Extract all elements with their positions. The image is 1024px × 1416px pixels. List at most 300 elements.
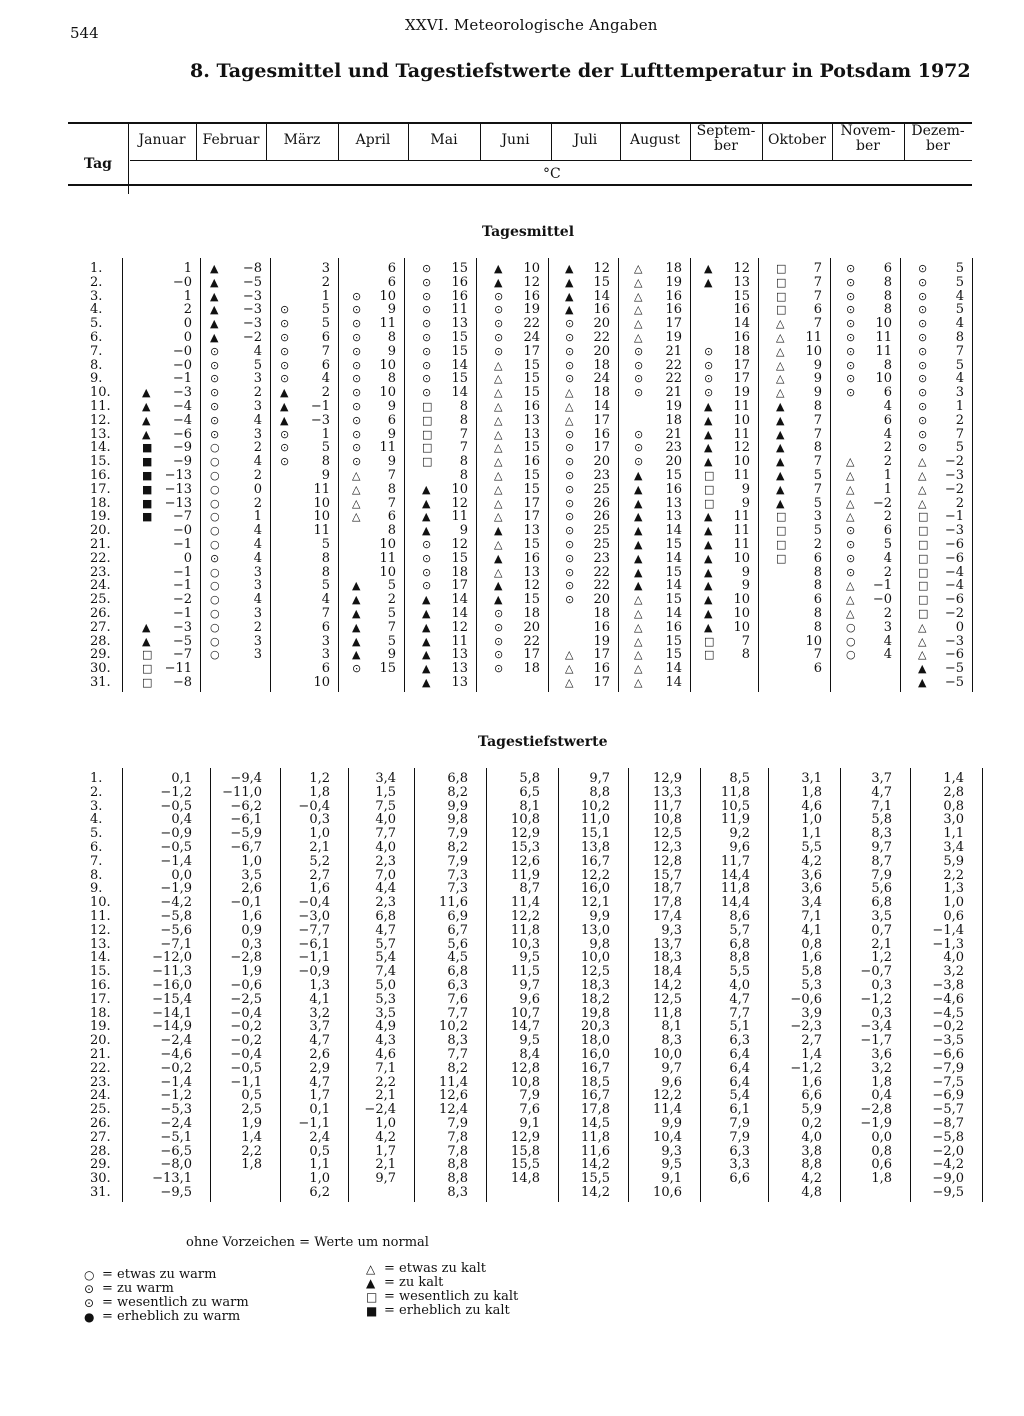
temp-value: 10 xyxy=(379,288,396,304)
temp-value: 10 xyxy=(805,633,822,649)
temp-value: 7,9 xyxy=(447,1116,468,1131)
day-label: 24. xyxy=(90,1088,111,1104)
temp-value: 5 xyxy=(955,440,964,456)
anomaly-symbol-icon: △ xyxy=(918,482,927,496)
temp-value: 8,7 xyxy=(519,881,540,897)
temp-value: 20 xyxy=(665,454,682,470)
temp-value: 1,5 xyxy=(375,784,396,800)
anomaly-symbol-icon: ⊙ xyxy=(352,372,362,386)
anomaly-symbol-icon: △ xyxy=(846,579,855,593)
anomaly-symbol-icon: ▲ xyxy=(704,510,713,524)
temp-value: −5,1 xyxy=(160,1129,192,1145)
temp-value: 14 xyxy=(593,288,610,304)
temp-value: 1,6 xyxy=(801,1074,822,1090)
temp-value: 14 xyxy=(451,606,468,621)
temp-value: 0,8 xyxy=(943,798,964,814)
anomaly-symbol-icon: ⊙ xyxy=(918,262,928,275)
temp-value: −1 xyxy=(172,537,192,552)
temp-value: 21 xyxy=(665,343,682,359)
temp-value: 8,8 xyxy=(589,784,610,800)
temp-value: 9,8 xyxy=(589,936,610,952)
anomaly-symbol-icon: ⊙ xyxy=(846,358,856,372)
anomaly-symbol-icon: △ xyxy=(846,607,855,620)
temp-value: 16 xyxy=(593,426,610,442)
anomaly-symbol-icon: △ xyxy=(634,662,643,676)
month-header: August xyxy=(630,132,680,148)
temp-value: 0,6 xyxy=(871,1157,892,1173)
legend-icon: ● xyxy=(84,1310,95,1324)
anomaly-symbol-icon: △ xyxy=(565,648,574,662)
temp-value: 2,9 xyxy=(309,1060,330,1076)
temp-value: 6 xyxy=(321,619,330,635)
temp-value: 20 xyxy=(593,592,610,608)
temp-value: 11 xyxy=(379,440,396,456)
temp-value: 1 xyxy=(955,399,964,414)
temp-value: 3,6 xyxy=(801,881,822,897)
anomaly-symbol-icon: △ xyxy=(352,510,361,524)
temp-value: −1,3 xyxy=(932,936,964,952)
month-divider xyxy=(904,124,905,160)
temp-value: 18 xyxy=(593,385,610,401)
temp-value: 6,6 xyxy=(801,1088,822,1104)
anomaly-symbol-icon: ▲ xyxy=(704,400,713,413)
temp-value: 1,0 xyxy=(309,1171,330,1187)
anomaly-symbol-icon: □ xyxy=(918,607,929,620)
anomaly-symbol-icon: △ xyxy=(352,469,361,482)
temp-value: 5 xyxy=(387,578,396,594)
temp-value: −5,7 xyxy=(932,1102,964,1118)
anomaly-symbol-icon: ⊙ xyxy=(352,317,362,331)
temp-value: 6 xyxy=(387,274,396,290)
anomaly-symbol-icon: ▲ xyxy=(142,386,151,400)
temp-value: −7,1 xyxy=(160,936,192,952)
anomaly-symbol-icon: ⊙ xyxy=(846,551,856,565)
anomaly-symbol-icon: ⊙ xyxy=(210,413,220,427)
temp-value: 8,8 xyxy=(447,1171,468,1187)
temp-value: 1,2 xyxy=(309,771,330,786)
temp-value: 2,6 xyxy=(309,1047,330,1062)
temp-value: 5 xyxy=(813,495,822,511)
temp-value: 0 xyxy=(955,619,964,635)
temp-value: 12 xyxy=(733,261,750,276)
day-label: 18. xyxy=(90,1005,111,1021)
anomaly-symbol-icon: ⊙ xyxy=(565,427,575,441)
temp-value: 6,7 xyxy=(447,922,468,938)
temp-value: −0,5 xyxy=(160,840,192,855)
temp-value: 10,8 xyxy=(511,1074,540,1090)
temp-value: 9 xyxy=(741,564,750,580)
anomaly-symbol-icon: □ xyxy=(142,662,153,676)
temp-value: 14,4 xyxy=(721,895,750,911)
temp-value: 9 xyxy=(741,578,750,594)
temp-value: −8 xyxy=(172,675,192,690)
day-label: 13. xyxy=(90,936,111,952)
temp-value: 17 xyxy=(523,495,540,511)
temp-value: −2,4 xyxy=(160,1033,192,1049)
anomaly-symbol-icon: ⊙ xyxy=(565,441,575,455)
anomaly-symbol-icon: ▲ xyxy=(352,648,361,662)
legend-icon: ⊙ xyxy=(84,1296,95,1310)
temp-value: −2 xyxy=(172,592,192,608)
temp-value: −11,0 xyxy=(222,784,262,800)
column-rule xyxy=(122,258,123,692)
anomaly-symbol-icon: ⊙ xyxy=(352,441,362,455)
temp-value: 4 xyxy=(253,550,262,566)
anomaly-symbol-icon: □ xyxy=(704,634,715,648)
temp-value: 3 xyxy=(253,426,262,442)
anomaly-symbol-icon: △ xyxy=(918,620,927,634)
temp-value: 8,2 xyxy=(447,784,468,800)
anomaly-symbol-icon: ⊙ xyxy=(352,455,362,469)
temp-value: 10 xyxy=(379,357,396,373)
anomaly-symbol-icon: ⊙ xyxy=(494,607,504,620)
temp-value: 7 xyxy=(813,412,822,428)
anomaly-symbol-icon: △ xyxy=(776,344,785,358)
temp-value: −2,8 xyxy=(860,1102,892,1118)
temp-value: 11,7 xyxy=(653,798,682,814)
temp-value: 15 xyxy=(451,261,468,276)
temp-value: 12,8 xyxy=(511,1060,540,1076)
temp-value: 2,4 xyxy=(309,1129,330,1145)
temp-value: −2,4 xyxy=(364,1102,396,1118)
anomaly-symbol-icon: ⊙ xyxy=(280,344,290,358)
day-label: 24. xyxy=(90,578,111,594)
temp-value: 3 xyxy=(321,633,330,649)
anomaly-symbol-icon: □ xyxy=(776,551,787,565)
legend-icon: □ xyxy=(366,1290,378,1304)
anomaly-symbol-icon: □ xyxy=(704,648,715,662)
anomaly-symbol-icon: ⊙ xyxy=(918,358,928,372)
temp-value: 14 xyxy=(451,357,468,373)
anomaly-symbol-icon: ⊙ xyxy=(422,538,432,551)
legend-text: = etwas zu kalt xyxy=(384,1261,486,1276)
anomaly-symbol-icon: ⊙ xyxy=(280,372,290,386)
anomaly-symbol-icon: △ xyxy=(565,662,574,676)
anomaly-symbol-icon: □ xyxy=(776,262,787,275)
month-divider xyxy=(408,124,409,160)
temp-value: −0,5 xyxy=(160,798,192,814)
temp-value: 2,1 xyxy=(871,936,892,952)
temp-value: 22 xyxy=(523,633,540,649)
anomaly-symbol-icon: □ xyxy=(776,510,787,524)
temp-value: 3 xyxy=(955,385,964,401)
temp-value: 16 xyxy=(523,550,540,566)
temp-value: 3,5 xyxy=(871,909,892,924)
temp-value: 0,5 xyxy=(241,1088,262,1104)
temp-value: 16 xyxy=(733,330,750,345)
temp-value: 10 xyxy=(313,509,330,525)
temp-value: 0,0 xyxy=(171,867,192,883)
temp-value: 2 xyxy=(883,440,892,456)
anomaly-symbol-icon: □ xyxy=(918,593,929,607)
anomaly-symbol-icon: ⊙ xyxy=(422,303,432,317)
anomaly-symbol-icon: ⊙ xyxy=(280,441,290,455)
temp-value: 17,8 xyxy=(653,895,682,911)
day-label: 15. xyxy=(90,454,111,470)
anomaly-symbol-icon: ⊙ xyxy=(918,331,928,344)
column-rule xyxy=(476,258,477,692)
day-label: 30. xyxy=(90,661,111,677)
temp-value: 18 xyxy=(451,564,468,580)
temp-value: 8,8 xyxy=(801,1157,822,1173)
anomaly-symbol-icon: △ xyxy=(634,676,643,689)
temp-value: 9,5 xyxy=(519,1033,540,1049)
temp-value: −5 xyxy=(944,661,964,677)
anomaly-symbol-icon: ○ xyxy=(210,648,220,662)
temp-value: 13 xyxy=(523,426,540,442)
temp-value: −4,5 xyxy=(932,1005,964,1021)
temp-value: 6 xyxy=(813,550,822,566)
temp-value: 4 xyxy=(321,371,330,387)
temp-value: 15 xyxy=(451,343,468,359)
temp-value: 4 xyxy=(883,426,892,442)
anomaly-symbol-icon: ▲ xyxy=(634,510,643,524)
month-divider xyxy=(832,124,833,160)
anomaly-symbol-icon: ⊙ xyxy=(280,358,290,372)
temp-value: 5 xyxy=(321,302,330,318)
temp-value: −4,2 xyxy=(932,1157,964,1173)
temp-value: 14 xyxy=(451,385,468,401)
temp-value: 16 xyxy=(523,399,540,414)
temp-value: 7,9 xyxy=(447,853,468,869)
column-rule xyxy=(900,258,901,692)
temp-value: −1,4 xyxy=(160,853,192,869)
temp-value: 22 xyxy=(593,578,610,594)
temp-value: 13,3 xyxy=(653,784,682,800)
temp-value: 7,7 xyxy=(447,1005,468,1021)
temp-value: 18 xyxy=(523,606,540,621)
temp-value: 14 xyxy=(733,316,750,332)
temp-value: −12,0 xyxy=(152,950,192,966)
temp-value: 1,7 xyxy=(375,1143,396,1159)
temp-value: 17 xyxy=(593,440,610,456)
temp-value: 11 xyxy=(379,316,396,332)
temp-value: −7 xyxy=(172,647,192,663)
anomaly-symbol-icon: ⊙ xyxy=(352,386,362,400)
temp-value: 11 xyxy=(313,481,330,497)
temp-value: 12 xyxy=(523,578,540,594)
temp-value: 14,5 xyxy=(581,1116,610,1131)
anomaly-symbol-icon: ⊙ xyxy=(846,262,856,275)
anomaly-symbol-icon: ○ xyxy=(846,634,856,648)
month-header: April xyxy=(355,132,391,148)
anomaly-symbol-icon: ⊙ xyxy=(565,344,575,358)
temp-value: 15 xyxy=(665,564,682,580)
temp-value: 5 xyxy=(253,357,262,373)
anomaly-symbol-icon: △ xyxy=(918,496,927,510)
temp-value: 15 xyxy=(523,468,540,483)
unit-label: °C xyxy=(543,166,561,182)
temp-value: 7 xyxy=(813,426,822,442)
anomaly-symbol-icon: ▲ xyxy=(422,648,431,662)
anomaly-symbol-icon: ⊙ xyxy=(210,427,220,441)
temp-value: 10,7 xyxy=(511,1005,540,1021)
temp-value: 9,9 xyxy=(447,798,468,814)
anomaly-symbol-icon: □ xyxy=(142,676,153,689)
anomaly-symbol-icon: ⊙ xyxy=(352,303,362,317)
temp-value: 10 xyxy=(733,592,750,608)
temp-value: 2,1 xyxy=(375,1157,396,1173)
temp-value: 15 xyxy=(665,592,682,608)
temp-value: 0,1 xyxy=(171,771,192,786)
temp-value: 9,7 xyxy=(661,1060,682,1076)
temp-value: 0,4 xyxy=(871,1088,892,1104)
temp-value: 12,1 xyxy=(581,895,610,911)
anomaly-symbol-icon: ○ xyxy=(210,607,220,620)
temp-value: 6,8 xyxy=(447,964,468,980)
temp-value: 10,8 xyxy=(653,812,682,828)
day-label: 31. xyxy=(90,1185,111,1200)
temp-value: 7 xyxy=(813,288,822,304)
temp-value: 14,2 xyxy=(581,1157,610,1173)
temp-value: 20,3 xyxy=(581,1019,610,1035)
legend-text: = wesentlich zu warm xyxy=(102,1295,249,1310)
anomaly-symbol-icon: ▲ xyxy=(704,413,713,427)
temp-value: 0 xyxy=(183,550,192,566)
temp-value: −9 xyxy=(172,440,192,456)
temp-value: 15 xyxy=(665,647,682,663)
anomaly-symbol-icon: ⊙ xyxy=(565,579,575,593)
temp-value: −1,2 xyxy=(860,991,892,1007)
temp-value: 7,5 xyxy=(375,798,396,814)
temp-value: 11,7 xyxy=(721,853,750,869)
temp-value: 16 xyxy=(593,619,610,635)
temp-value: 9 xyxy=(813,357,822,373)
temp-value: 0,0 xyxy=(871,1129,892,1145)
temp-value: 21 xyxy=(665,385,682,401)
anomaly-symbol-icon: □ xyxy=(918,565,929,579)
temp-value: 10 xyxy=(733,550,750,566)
anomaly-symbol-icon: △ xyxy=(494,413,503,427)
temp-value: −14,1 xyxy=(152,1005,192,1021)
temp-value: 11,4 xyxy=(439,1074,468,1090)
temp-value: 15,5 xyxy=(511,1157,540,1173)
temp-value: 23 xyxy=(593,550,610,566)
temp-value: 8,2 xyxy=(447,840,468,855)
day-label: 22. xyxy=(90,1060,111,1076)
temp-value: 9 xyxy=(387,343,396,359)
temp-value: 10 xyxy=(875,371,892,387)
legend-text: = erheblich zu warm xyxy=(102,1309,241,1324)
temp-value: 7,9 xyxy=(871,867,892,883)
anomaly-symbol-icon: ⊙ xyxy=(918,275,928,289)
anomaly-symbol-icon: △ xyxy=(634,289,643,303)
anomaly-symbol-icon: ⊙ xyxy=(918,386,928,400)
month-divider xyxy=(266,124,267,160)
temp-value: 0,4 xyxy=(171,812,192,828)
temp-value: 2,6 xyxy=(241,881,262,897)
temp-value: 9 xyxy=(387,399,396,414)
anomaly-symbol-icon: ⊙ xyxy=(846,331,856,344)
temp-value: 3,4 xyxy=(801,895,822,911)
temp-value: 11 xyxy=(875,330,892,345)
temp-value: 11,6 xyxy=(439,895,468,911)
anomaly-symbol-icon: △ xyxy=(494,565,503,579)
temp-value: −1 xyxy=(172,564,192,580)
temp-value: −11 xyxy=(164,661,192,677)
temp-value: −4 xyxy=(172,412,192,428)
anomaly-symbol-icon: ⊙ xyxy=(422,565,432,579)
temp-value: 15 xyxy=(523,592,540,608)
temp-value: −1 xyxy=(172,578,192,594)
temp-value: 9,8 xyxy=(447,812,468,828)
temp-value: 10 xyxy=(733,454,750,470)
anomaly-symbol-icon: ▲ xyxy=(494,275,503,289)
temp-value: 16 xyxy=(593,302,610,318)
anomaly-symbol-icon: ⊙ xyxy=(494,662,504,676)
temp-value: 7 xyxy=(813,316,822,332)
temp-value: −3 xyxy=(944,633,964,649)
temp-value: 8,4 xyxy=(519,1047,540,1062)
temp-value: 5 xyxy=(321,578,330,594)
day-label: 23. xyxy=(90,1074,111,1090)
anomaly-symbol-icon: ⊙ xyxy=(422,344,432,358)
temp-value: 11 xyxy=(313,523,330,539)
temp-value: −3 xyxy=(944,468,964,483)
temp-value: 18 xyxy=(665,412,682,428)
anomaly-symbol-icon: △ xyxy=(776,317,785,331)
legend-icon: ■ xyxy=(366,1304,378,1318)
temp-value: 8 xyxy=(459,468,468,483)
temp-value: 6 xyxy=(387,261,396,276)
temp-value: −2 xyxy=(872,495,892,511)
anomaly-symbol-icon: □ xyxy=(776,289,787,303)
temp-value: 9 xyxy=(387,454,396,470)
day-label: 4. xyxy=(90,302,103,318)
day-label: 27. xyxy=(90,1129,111,1145)
anomaly-symbol-icon: ⊙ xyxy=(704,344,714,358)
temp-value: 9,1 xyxy=(519,1116,540,1131)
temp-value: 9,3 xyxy=(661,922,682,938)
anomaly-symbol-icon: ▲ xyxy=(704,262,713,275)
temp-value: 11 xyxy=(805,330,822,345)
month-divider xyxy=(551,124,552,160)
temp-value: 14 xyxy=(665,675,682,690)
temp-value: 0,2 xyxy=(801,1116,822,1131)
day-label: 12. xyxy=(90,412,111,428)
temp-value: −0,2 xyxy=(932,1019,964,1035)
anomaly-symbol-icon: ▲ xyxy=(776,455,785,469)
anomaly-symbol-icon: ⊙ xyxy=(422,317,432,331)
anomaly-symbol-icon: ○ xyxy=(210,469,220,482)
temp-value: −1,7 xyxy=(860,1033,892,1049)
temp-value: −13 xyxy=(164,481,192,497)
temp-value: 1,3 xyxy=(943,881,964,897)
anomaly-symbol-icon: ⊙ xyxy=(918,317,928,331)
temp-value: 5,8 xyxy=(519,771,540,786)
temp-value: 16 xyxy=(451,288,468,304)
temp-value: 7,9 xyxy=(447,826,468,842)
temp-value: 17 xyxy=(451,578,468,594)
temp-value: 3,2 xyxy=(943,964,964,980)
temp-value: 18 xyxy=(523,661,540,677)
temp-value: 2,2 xyxy=(375,1074,396,1090)
anomaly-symbol-icon: ⊙ xyxy=(494,303,504,317)
temp-value: 15 xyxy=(523,481,540,497)
temp-value: 2 xyxy=(883,454,892,470)
anomaly-symbol-icon: ⊙ xyxy=(352,289,362,303)
temp-value: 14 xyxy=(665,578,682,594)
temp-value: 1,0 xyxy=(241,853,262,869)
temp-value: 3,6 xyxy=(801,867,822,883)
anomaly-symbol-icon: ▲ xyxy=(352,607,361,620)
temp-value: −3 xyxy=(242,316,262,332)
temp-value: 11 xyxy=(733,537,750,552)
temp-value: 0,3 xyxy=(871,1005,892,1021)
day-label: 26. xyxy=(90,606,111,621)
anomaly-symbol-icon: ⊙ xyxy=(918,441,928,455)
temp-value: 7 xyxy=(813,647,822,663)
